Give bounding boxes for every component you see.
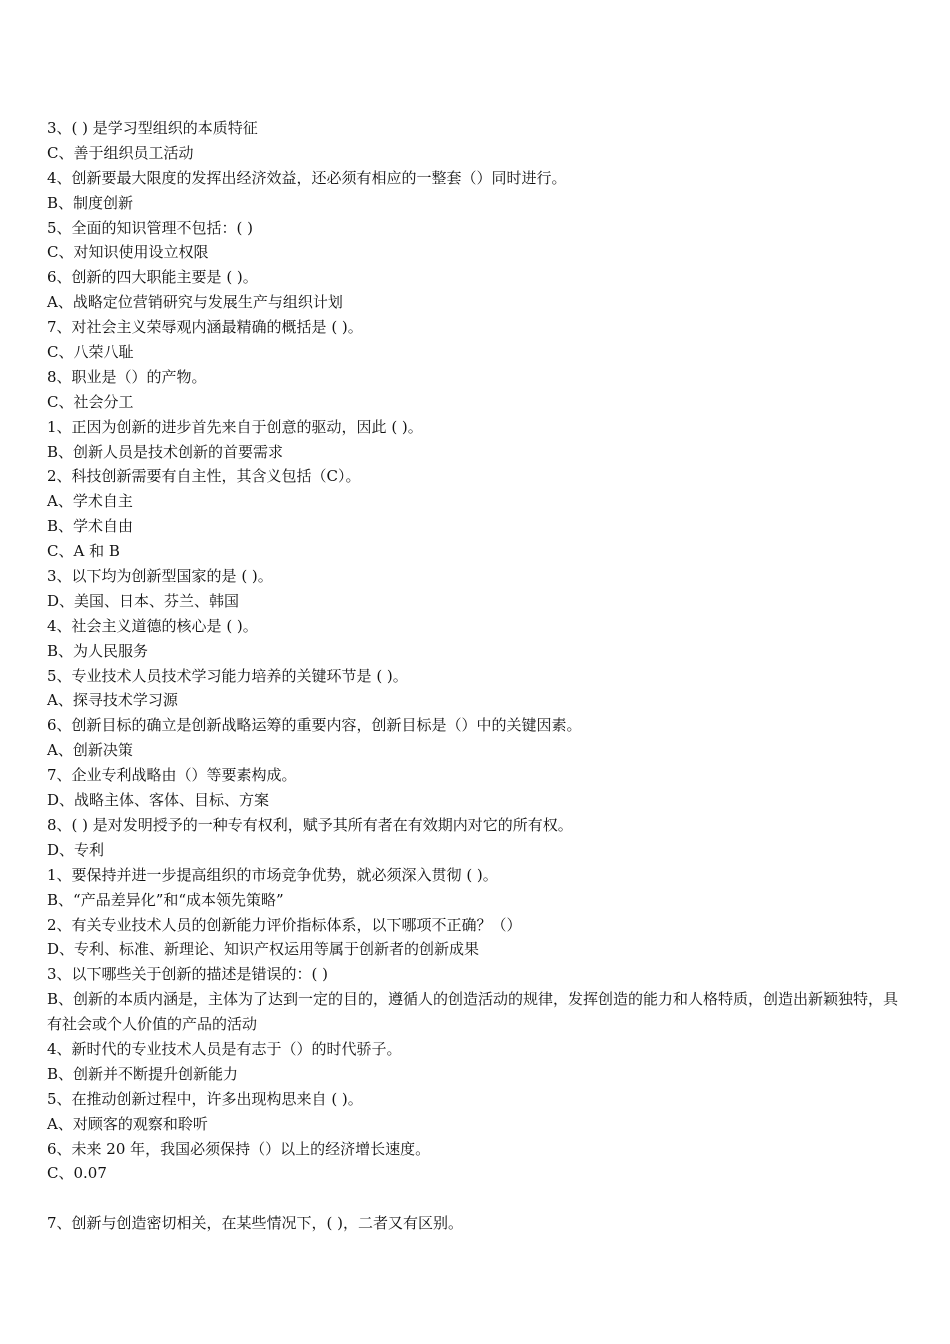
answer-line: C、八荣八耻 [47, 343, 134, 362]
answer-line: B、创新人员是技术创新的首要需求 [47, 442, 284, 461]
question-line: 4、创新要最大限度的发挥出经济效益，还必须有相应的一整套（）同时进行。 [47, 168, 567, 187]
question-line: 2、科技创新需要有自主性，其含义包括（C）。 [47, 467, 361, 486]
answer-line: A、对顾客的观察和聆听 [47, 1114, 208, 1133]
answer-line: B、创新的本质内涵是，主体为了达到一定的目的，遵循人的创造活动的规律，发挥创造的能力和人格特质，创造出新颖独特，具有社会或个人价值的产品的活动 [47, 990, 899, 1034]
answer-line: C、社会分工 [47, 392, 134, 411]
answer-line: B、制度创新 [47, 193, 134, 212]
answer-line: C、善于组织员工活动 [47, 143, 194, 162]
answer-line: C、对知识使用设立权限 [47, 243, 209, 262]
question-line: 7、对社会主义荣辱观内涵最精确的概括是 ( )。 [47, 318, 363, 337]
answer-line: A、学术自主 [47, 492, 133, 511]
answer-line: C、A 和 B [47, 542, 120, 561]
question-line: 6、创新目标的确立是创新战略运筹的重要内容，创新目标是（）中的关键因素。 [47, 716, 582, 735]
answer-line: B、学术自由 [47, 517, 134, 536]
answer-line: A、创新决策 [47, 741, 133, 760]
question-line: 7、创新与创造密切相关，在某些情况下，( )，二者又有区别。 [47, 1214, 464, 1233]
question-line: 8、( ) 是对发明授予的一种专有权利，赋予其所有者在有效期内对它的所有权。 [47, 815, 573, 834]
question-line: 4、社会主义道德的核心是 ( )。 [47, 616, 258, 635]
answer-line: C、0.07 [47, 1164, 107, 1183]
answer-line: B、为人民服务 [47, 641, 149, 660]
question-line: 2、有关专业技术人员的创新能力评价指标体系，以下哪项不正确？（） [47, 915, 522, 934]
question-line: 5、全面的知识管理不包括：( ) [47, 218, 254, 237]
answer-line: D、美国、日本、芬兰、韩国 [47, 591, 240, 610]
question-line: 3、以下均为创新型国家的是 ( )。 [47, 567, 273, 586]
blank-spacer [47, 1186, 909, 1211]
answer-line: D、专利、标准、新理论、知识产权运用等属于创新者的创新成果 [47, 940, 480, 959]
question-line: 6、创新的四大职能主要是 ( )。 [47, 268, 258, 287]
question-line: 5、在推动创新过程中，许多出现构思来自 ( )。 [47, 1089, 363, 1108]
answer-line: A、战略定位营销研究与发展生产与组织计划 [47, 293, 343, 312]
question-line: 3、( ) 是学习型组织的本质特征 [47, 119, 258, 137]
question-line: 1、正因为创新的进步首先来自于创意的驱动，因此 ( )。 [47, 417, 423, 436]
question-list [47, 116, 909, 1236]
question-line: 8、职业是（）的产物。 [47, 367, 207, 386]
question-line: 5、专业技术人员技术学习能力培养的关键环节是 ( )。 [47, 666, 408, 685]
question-line: 7、企业专利战略由（）等要素构成。 [47, 766, 297, 785]
answer-line: B、“产品差异化”和“成本领先策略” [47, 890, 284, 909]
question-line: 4、新时代的专业技术人员是有志于（）的时代骄子。 [47, 1039, 402, 1058]
answer-line: D、专利 [47, 840, 105, 859]
question-line: 6、未来 20 年，我国必须保持（）以上的经济增长速度。 [47, 1139, 431, 1158]
answer-line: D、战略主体、客体、目标、方案 [47, 791, 270, 810]
answer-line: A、探寻技术学习源 [47, 691, 178, 710]
question-line: 3、以下哪些关于创新的描述是错误的：( ) [47, 965, 329, 984]
question-line: 1、要保持并进一步提高组织的市场竞争优势，就必须深入贯彻 ( )。 [47, 865, 498, 884]
answer-line: B、创新并不断提升创新能力 [47, 1064, 239, 1083]
